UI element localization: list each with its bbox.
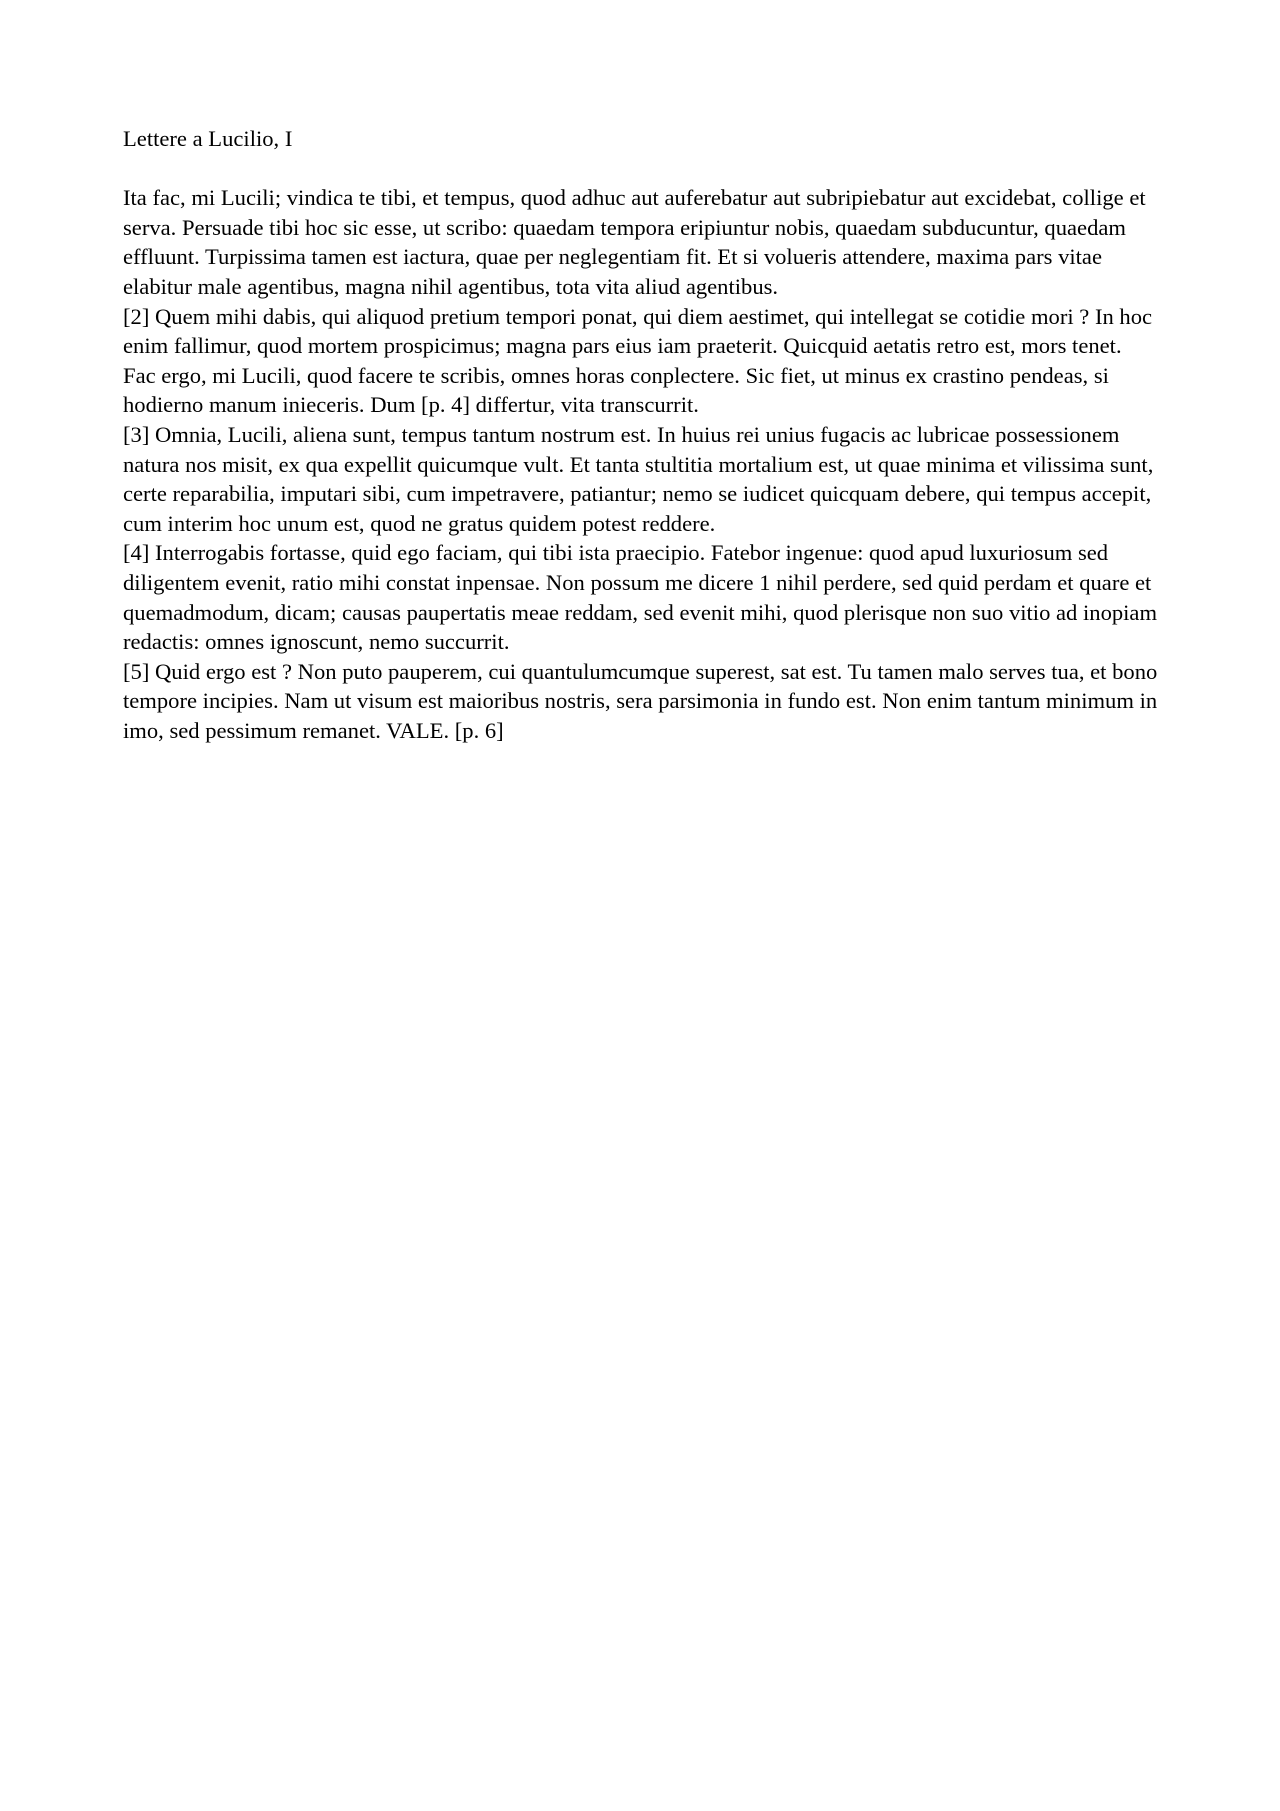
paragraph-3: Fac ergo, mi Lucili, quod facere te scribis, omnes horas conplectere. Sic fiet, ut minus ex crastino pendeas, si hodierno manum inieceris. Dum [p. 4] differtur, vita transcurrit. xyxy=(123,362,1109,418)
document-page xyxy=(123,124,1168,745)
paragraph-2: [2] Quem mihi dabis, qui aliquod pretium tempori ponat, qui diem aestimet, qui intellegat se cotidie mori ? In hoc enim fallimur, quod mortem prospicimus; magna pars eius iam praeterit. Quicquid aetatis retro est, mors tenet. xyxy=(123,303,1153,359)
document-title: Lettere a Lucilio, I xyxy=(123,126,293,151)
paragraph-1: Ita fac, mi Lucili; vindica te tibi, et tempus, quod adhuc aut auferebatur aut subripiebatur aut excidebat, collige et serva. Persuade tibi hoc sic esse, ut scribo: quaedam tempora eripiuntur nobis, quaedam subducuntur, quaedam effluunt. Turpissima tamen est iactura, quae per neglegentiam fit. Et si volueris attendere, maxima pars vitae elabitur male agentibus, magna nihil agentibus, tota vita aliud agentibus. xyxy=(123,185,1146,299)
paragraph-4: [3] Omnia, Lucili, aliena sunt, tempus tantum nostrum est. In huius rei unius fugacis ac lubricae possessionem natura nos misit, ex qua expellit quicumque vult. Et tanta stultitia mortalium est, ut quae minima et vilissima sunt, certe reparabilia, imputari sibi, cum impetravere, patiantur; nemo se iudicet quicquam debere, qui tempus accepit, cum interim hoc unum est, quod ne gratus quidem potest reddere. xyxy=(123,421,1154,536)
paragraph-6: [5] Quid ergo est ? Non puto pauperem, cui quantulumcumque superest, sat est. Tu tamen malo serves tua, et bono tempore incipies. Nam ut visum est maioribus nostris, sera parsimonia in fundo est. Non enim tantum minimum in imo, sed pessimum remanet. VALE. [p. 6] xyxy=(123,658,1158,743)
paragraph-5: [4] Interrogabis fortasse, quid ego faciam, qui tibi ista praecipio. Fatebor ingenue: quod apud luxuriosum sed diligentem evenit, ratio mihi constat inpensae. Non possum me dicere 1 nihil perdere, sed quid perdam et quare et quemadmodum, dicam; causas paupertatis meae reddam, sed evenit mihi, quod plerisque non suo vitio ad inopiam redactis: omnes ignoscunt, nemo succurrit. xyxy=(123,540,1158,655)
